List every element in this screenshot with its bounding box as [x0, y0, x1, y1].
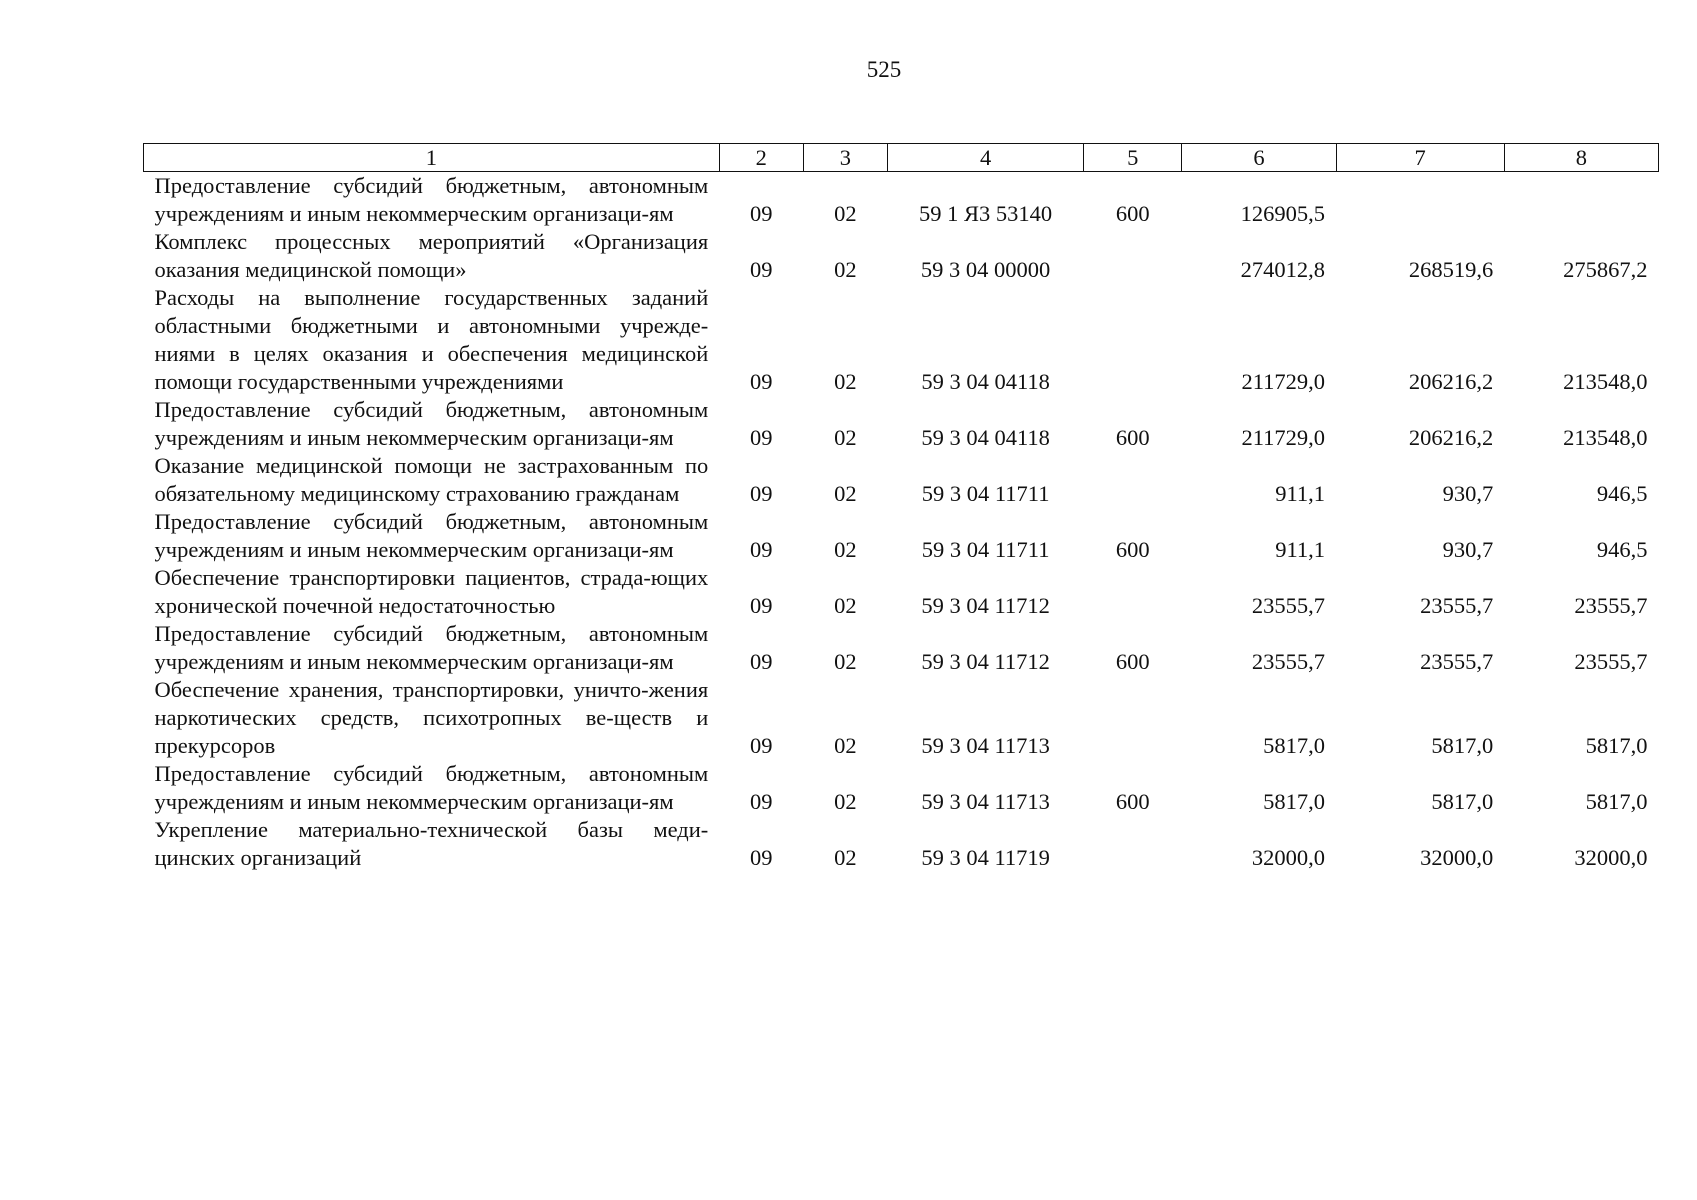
amount-col-8: 213548,0 [1563, 425, 1648, 450]
amount-col-8: 946,5 [1596, 481, 1648, 506]
column-header: 3 [803, 144, 887, 172]
table-body [144, 172, 1659, 873]
target-article-code: 59 3 04 11712 [921, 649, 1050, 674]
target-article-code: 59 3 04 11719 [921, 845, 1050, 870]
page-number: 525 [866, 57, 902, 82]
row-description: Предоставление субсидий бюджетным, автономным учреждениям и иным некоммерческим организаци-ям [154, 509, 709, 562]
column-header: 8 [1504, 144, 1658, 172]
row-description: Предоставление субсидий бюджетным, автономным учреждениям и иным некоммерческим организаци-ям [154, 621, 709, 674]
amount-col-6: 32000,0 [1251, 845, 1326, 870]
column-header: 6 [1182, 144, 1336, 172]
amount-col-8: 946,5 [1596, 537, 1648, 562]
section-code: 09 [750, 789, 773, 814]
section-code: 09 [750, 257, 773, 282]
subsection-code: 02 [834, 481, 857, 506]
amount-col-8: 23555,7 [1574, 593, 1648, 618]
expense-type-code: 600 [1115, 537, 1150, 562]
expense-type-code [1084, 452, 1182, 508]
expense-type-code: 600 [1115, 425, 1150, 450]
budget-table [143, 143, 1659, 872]
target-article-code: 59 1 Я3 53140 [919, 201, 1053, 226]
target-article-code: 59 3 04 11711 [921, 537, 1050, 562]
amount-col-6: 23555,7 [1251, 593, 1326, 618]
section-code: 09 [750, 481, 773, 506]
section-code: 09 [750, 649, 773, 674]
row-description: Комплекс процессных мероприятий «Организация оказания медицинской помощи» [154, 229, 709, 282]
amount-col-7: 23555,7 [1420, 593, 1494, 618]
amount-col-8: 275867,2 [1563, 257, 1648, 282]
subsection-code: 02 [834, 845, 857, 870]
column-header: 1 [144, 144, 720, 172]
expense-type-code [1084, 676, 1182, 760]
table-row [144, 396, 1659, 452]
subsection-code: 02 [834, 649, 857, 674]
amount-col-6: 211729,0 [1241, 369, 1326, 394]
subsection-code: 02 [834, 733, 857, 758]
row-description: Предоставление субсидий бюджетным, автономным учреждениям и иным некоммерческим организаци-ям [154, 173, 709, 226]
amount-col-8: 32000,0 [1574, 845, 1648, 870]
amount-col-7: 930,7 [1442, 481, 1494, 506]
section-code: 09 [750, 369, 773, 394]
column-header: 7 [1336, 144, 1504, 172]
amount-col-7 [1336, 172, 1504, 229]
expense-type-code [1084, 564, 1182, 620]
amount-col-8 [1504, 172, 1658, 229]
expense-type-code [1084, 816, 1182, 872]
column-header: 2 [719, 144, 803, 172]
subsection-code: 02 [834, 593, 857, 618]
table-row [144, 676, 1659, 760]
column-header: 5 [1084, 144, 1182, 172]
column-header: 4 [887, 144, 1083, 172]
table-row [144, 228, 1659, 284]
target-article-code: 59 3 04 11713 [921, 733, 1050, 758]
target-article-code: 59 3 04 04118 [921, 369, 1050, 394]
row-description: Оказание медицинской помощи не застрахованным по обязательному медицинскому страхованию гражданам [154, 453, 709, 506]
subsection-code: 02 [834, 369, 857, 394]
table-row [144, 620, 1659, 676]
amount-col-6: 23555,7 [1251, 649, 1326, 674]
table-row [144, 284, 1659, 396]
row-description: Обеспечение транспортировки пациентов, страда-ющих хронической почечной недостаточностью [154, 565, 709, 618]
amount-col-8: 5817,0 [1585, 789, 1648, 814]
amount-col-8: 213548,0 [1563, 369, 1648, 394]
row-description: Укрепление материально-технической базы меди-цинских организаций [154, 817, 709, 870]
subsection-code: 02 [834, 257, 857, 282]
table-row [144, 172, 1659, 229]
row-description: Предоставление субсидий бюджетным, автономным учреждениям и иным некоммерческим организаци-ям [154, 397, 709, 450]
expense-type-code [1084, 228, 1182, 284]
row-description: Предоставление субсидий бюджетным, автономным учреждениям и иным некоммерческим организаци-ям [154, 761, 709, 814]
amount-col-7: 23555,7 [1420, 649, 1494, 674]
table-row [144, 816, 1659, 872]
amount-col-6: 5817,0 [1263, 789, 1326, 814]
target-article-code: 59 3 04 11711 [921, 481, 1050, 506]
section-code: 09 [750, 201, 773, 226]
section-code: 09 [750, 537, 773, 562]
amount-col-6: 911,1 [1275, 481, 1326, 506]
target-article-code: 59 3 04 04118 [921, 425, 1050, 450]
amount-col-6: 126905,5 [1240, 201, 1326, 226]
amount-col-7: 5817,0 [1431, 733, 1494, 758]
target-article-code: 59 3 04 00000 [920, 257, 1051, 282]
table-row [144, 452, 1659, 508]
amount-col-7: 32000,0 [1420, 845, 1494, 870]
section-code: 09 [750, 733, 773, 758]
table-row [144, 760, 1659, 816]
amount-col-8: 23555,7 [1574, 649, 1648, 674]
expense-type-code: 600 [1115, 201, 1150, 226]
target-article-code: 59 3 04 11712 [921, 593, 1050, 618]
amount-col-7: 268519,6 [1408, 257, 1494, 282]
row-description: Расходы на выполнение государственных заданий областными бюджетными и автономными учрежде-ниями в целях оказания и обеспечения медицинской помощи государственными учреждениями [154, 285, 709, 394]
amount-col-8: 5817,0 [1585, 733, 1648, 758]
section-code: 09 [750, 845, 773, 870]
header-row [144, 144, 1659, 172]
expense-type-code [1084, 284, 1182, 396]
section-code: 09 [750, 593, 773, 618]
subsection-code: 02 [834, 425, 857, 450]
amount-col-7: 5817,0 [1431, 789, 1494, 814]
expense-type-code: 600 [1115, 789, 1150, 814]
amount-col-6: 5817,0 [1263, 733, 1326, 758]
target-article-code: 59 3 04 11713 [921, 789, 1050, 814]
amount-col-7: 206216,2 [1408, 369, 1494, 394]
amount-col-6: 911,1 [1275, 537, 1326, 562]
amount-col-6: 211729,0 [1241, 425, 1326, 450]
subsection-code: 02 [834, 789, 857, 814]
subsection-code: 02 [834, 201, 857, 226]
amount-col-7: 930,7 [1442, 537, 1494, 562]
amount-col-7: 206216,2 [1408, 425, 1494, 450]
row-description: Обеспечение хранения, транспортировки, уничто-жения наркотических средств, психотропных ве-ществ и прекурсоров [154, 677, 709, 758]
amount-col-6: 274012,8 [1240, 257, 1326, 282]
table-row [144, 508, 1659, 564]
table-row [144, 564, 1659, 620]
subsection-code: 02 [834, 537, 857, 562]
expense-type-code: 600 [1115, 649, 1150, 674]
section-code: 09 [750, 425, 773, 450]
